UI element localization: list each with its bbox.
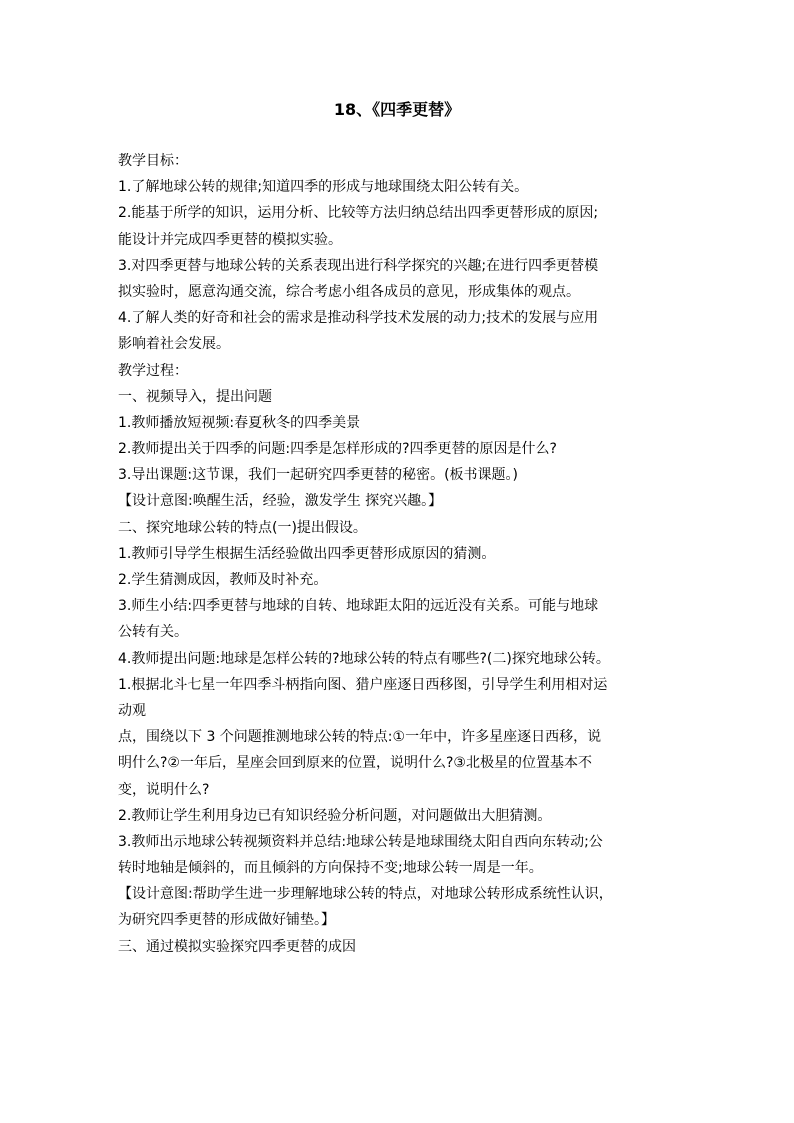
text-line: 【设计意图:唤醒生活，经验，激发学生 探究兴趣。】 — [118, 493, 443, 510]
text-line: 一、视频导入，提出问题 — [118, 388, 272, 405]
text-line: 1.教师引导学生根据生活经验做出四季更替形成原因的猜测。 — [118, 545, 496, 562]
text-line: 4.了解人类的好奇和社会的需求是推动科学技术发展的动力;技术的发展与应用 — [118, 310, 599, 327]
text-line: 2.能基于所学的知识，运用分析、比较等方法归纳总结出四季更替形成的原因; — [118, 205, 599, 222]
text-line: 明什么?②一年后，星座会回到原来的位置，说明什么?③北极星的位置基本不 — [118, 755, 592, 772]
text-line: 公转有关。 — [118, 624, 188, 641]
text-line: 二、探究地球公转的特点(一)提出假设。 — [118, 519, 367, 536]
text-line: 三、通过模拟实验探究四季更替的成因 — [118, 938, 356, 955]
text-line: 4.教师提出问题:地球是怎样公转的?地球公转的特点有哪些?(二)探究地球公转。 — [118, 650, 610, 667]
text-line: 3.师生小结:四季更替与地球的自转、地球距太阳的远近没有关系。可能与地球 — [118, 598, 599, 615]
text-line: 能设计并完成四季更替的模拟实验。 — [118, 231, 342, 248]
text-line: 教学目标： — [118, 153, 188, 169]
text-line: 2.学生猜测成因，教师及时补充。 — [118, 572, 328, 588]
text-line: 为研究四季更替的形成做好铺垫。】 — [118, 912, 335, 929]
text-line: 点，围绕以下 3 个问题推测地球公转的特点:①一年中，许多星座逐日西移，说 — [118, 729, 602, 746]
text-line: 1.了解地球公转的规律;知道四季的形成与地球围绕太阳公转有关。 — [118, 179, 529, 196]
text-line: 1.教师播放短视频:春夏秋冬的四季美景 — [118, 414, 361, 431]
text-line: 3.对四季更替与地球公转的关系表现出进行科学探究的兴趣;在进行四季更替模 — [118, 257, 599, 274]
text-line: 1.根据北斗七星一年四季斗柄指向图、猎户座逐日西移图，引导学生利用相对运 — [118, 676, 608, 693]
document-body — [118, 148, 684, 960]
page-title: 18、《四季更替》 — [333, 100, 461, 119]
text-line: 【设计意图:帮助学生进一步理解地球公转的特点，对地球公转形成系统性认识， — [118, 886, 613, 903]
text-line: 影响着社会发展。 — [118, 336, 230, 353]
text-line: 3.导出课题:这节课，我们一起研究四季更替的秘密。(板书课题。) — [118, 467, 518, 484]
text-line: 拟实验时，愿意沟通交流，综合考虑小组各成员的意见，形成集体的观点。 — [118, 283, 580, 300]
text-line: 3.教师出示地球公转视频资料并总结:地球公转是地球围绕太阳自西向东转动;公 — [118, 833, 603, 850]
text-line: 动观 — [118, 702, 146, 719]
text-line: 2.教师提出关于四季的问题:四季是怎样形成的?四季更替的原因是什么? — [118, 441, 557, 458]
text-line: 教学过程： — [118, 362, 188, 379]
text-line: 转时地轴是倾斜的，而且倾斜的方向保持不变;地球公转一周是一年。 — [118, 860, 543, 877]
text-line: 2.教师让学生利用身边已有知识经验分析问题，对问题做出大胆猜测。 — [118, 807, 552, 824]
text-line: 变，说明什么? — [118, 781, 210, 798]
